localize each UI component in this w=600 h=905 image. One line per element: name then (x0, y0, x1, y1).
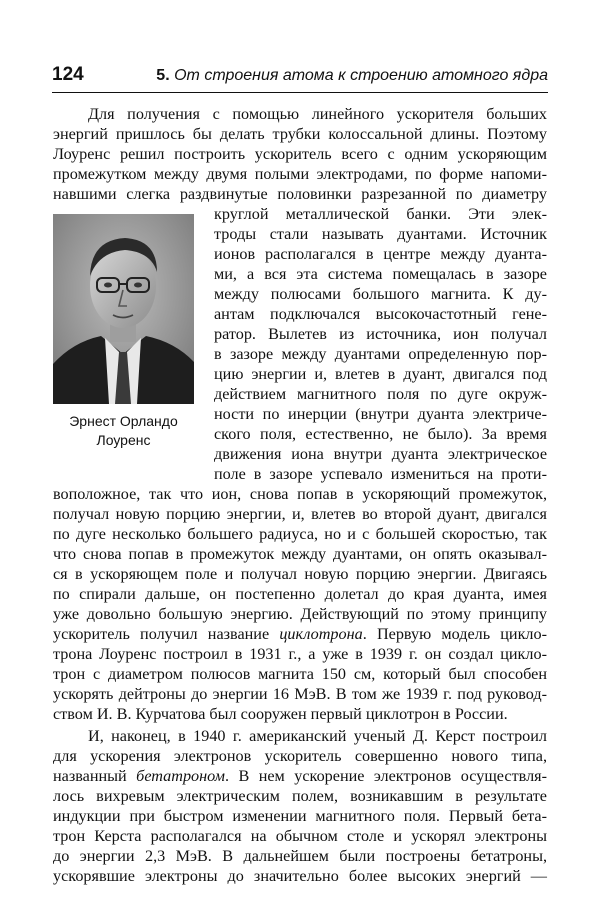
text-line: ратор. Вылетев из источника, ион получал (214, 325, 547, 343)
chapter-heading (156, 67, 548, 85)
text-fragment: . В нем ускорение электронов осуществля- (224, 767, 547, 785)
text-line: промежутком между двумя полыми электродами, по форме напоми- (53, 165, 547, 183)
text-fragment: ускоритель получил название (53, 625, 280, 643)
term-cyclotron: циклотрона (279, 625, 363, 643)
text-line: между полюсами большого магнита. К ду- (214, 285, 547, 303)
text-line-cyclotron (53, 624, 547, 644)
caption-line: Эрнест Орландо (69, 413, 178, 429)
text-line: цию энергии и, влетев в дуант, двигался под (214, 365, 547, 383)
text-line: по дуге несколько большего радиуса, но и с большей скоростью, так (53, 525, 547, 543)
text-line: антам подключался высокочастотный гене- (214, 305, 547, 323)
text-line: ионов располагался в центре между дуанта- (214, 245, 547, 263)
text-line: ми, а вся эта система помещалась в зазоре (214, 265, 547, 283)
term-betatron: бетатроном (136, 767, 225, 785)
chapter-number: 5. (156, 67, 170, 84)
chapter-title: От строения атома к строению атомного ядра (174, 67, 548, 84)
text-line: воположное, так что ион, снова попав в ускоряющий промежуток, (53, 485, 547, 503)
text-line: трон Керста располагался на обычном столе и ускорял электроны (53, 827, 547, 845)
text-fragment: . Первую модель цикло- (362, 625, 547, 643)
text-line: ускорявшие электроны до значительно более высоких энергий — (53, 867, 547, 885)
portrait-image (53, 214, 194, 404)
text-line: трон с диаметром полюсов магнита 150 см, который был способен (53, 665, 547, 683)
text-line: поле в зазоре успевало измениться на проти- (214, 465, 547, 483)
text-line-betatron (53, 766, 547, 786)
text-line: действием магнитного поля по дуге окруж- (214, 385, 547, 403)
portrait-photo (53, 214, 194, 404)
text-line: энергий пришлось бы делать трубки колоссальной длины. Поэтому (53, 125, 547, 143)
text-line: движения иона внутри дуанта электрическое (214, 445, 547, 463)
text-line: трона Лоуренс построил в 1931 г., а уже в 1939 г. он создал цикло- (53, 645, 547, 663)
text-line: до энергии 2,3 МэВ. В дальнейшем были построены бетатроны, (53, 847, 547, 865)
photo-caption (53, 412, 194, 450)
text-line: Для получения с помощью линейного ускорителя больших (88, 105, 547, 123)
text-line: ся в ускоряющем поле и получал новую порцию энергии. Двигаясь (53, 565, 547, 583)
text-line: круглой металлической банки. Эти элек- (214, 205, 547, 223)
text-line: индукции при быстром изменении магнитного поля. Первый бета- (53, 807, 547, 825)
text-line: в зазоре между дуантами определенную пор- (214, 345, 547, 363)
text-line: троды стали называть дуантами. Источник (214, 225, 547, 243)
text-line: И, наконец, в 1940 г. американский ученый Д. Керст построил (88, 727, 547, 745)
text-line: лось вихревым электрическим полем, возникавшим в результате (53, 787, 547, 805)
text-line: уже довольно большую энергию. Действующий по этому принципу (53, 605, 547, 623)
page-number: 124 (52, 64, 84, 85)
text-line: что снова попав в промежуток между дуантами, он опять оказывал- (53, 545, 547, 563)
text-fragment: названный (53, 767, 137, 785)
text-line: ности по инерции (внутри дуанта электриче- (214, 405, 547, 423)
text-line: по спирали дальше, он постепенно долетал до края дуанта, имея (53, 585, 547, 603)
text-line: Лоуренс решил построить ускоритель всего с одним ускоряющим (53, 145, 547, 163)
text-line: навшими слегка раздвинутые половинки разрезанной по диаметру (53, 185, 547, 203)
text-line: получал новую порцию энергии, и, влетев во второй дуант, двигался (53, 505, 547, 523)
caption-line: Лоуренс (96, 432, 151, 448)
text-line: ускорять дейтроны до энергии 16 МэВ. В том же 1939 г. под руковод- (53, 685, 547, 703)
running-header (52, 64, 548, 93)
text-line: ством И. В. Курчатова был сооружен первый циклотрон в России. (53, 705, 508, 723)
text-line: ского поля, естественно, не было). За время (214, 425, 547, 443)
text-line: для ускорения электронов ускоритель совершенно нового типа, (53, 747, 547, 765)
